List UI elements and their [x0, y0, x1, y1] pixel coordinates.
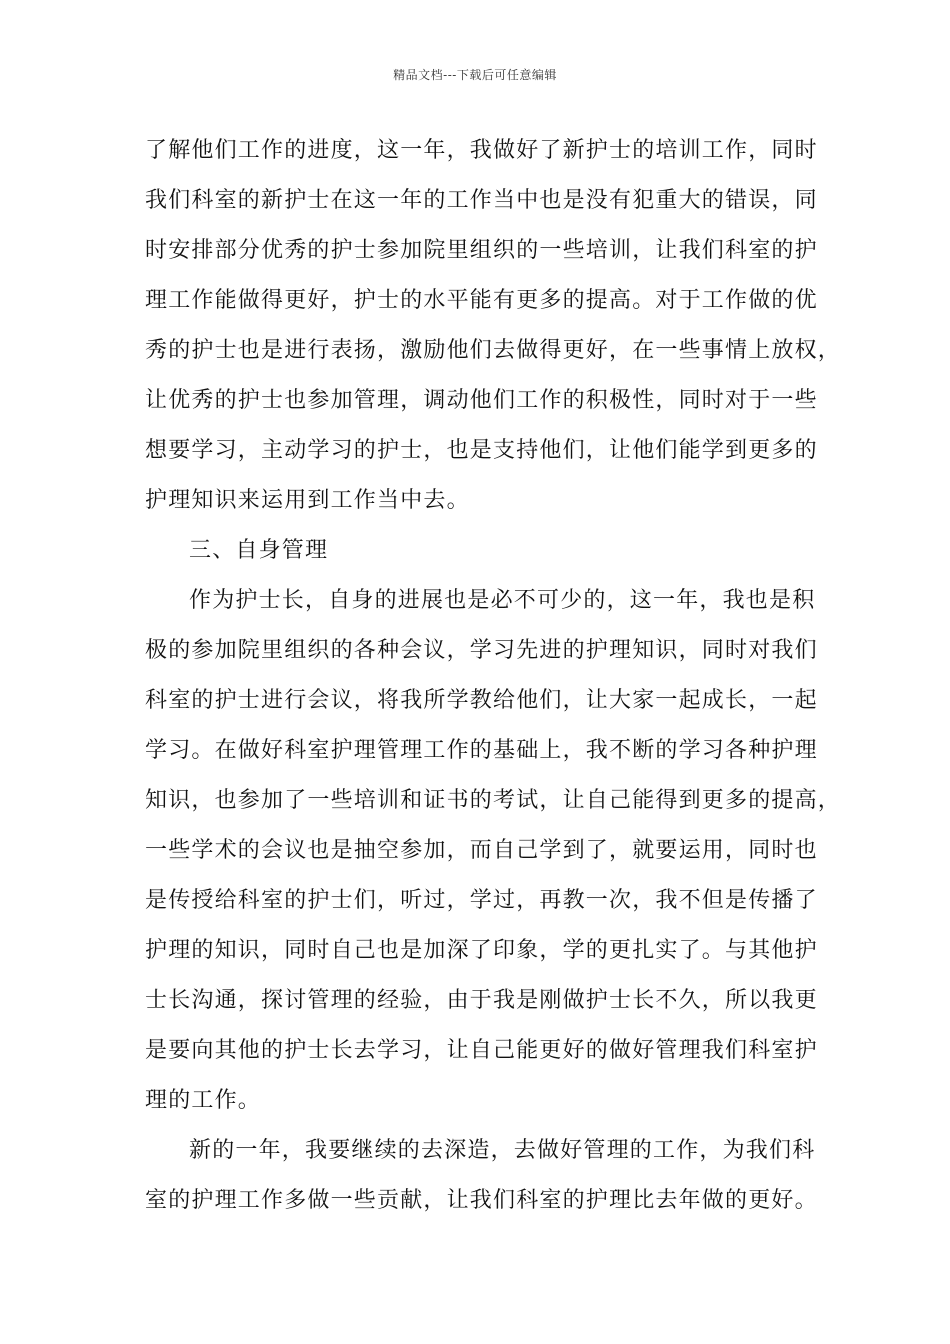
document-body	[145, 126, 842, 1226]
section-heading: 三、自身管理	[189, 538, 329, 563]
text-line: 时安排部分优秀的护士参加院里组织的一些培训，让我们科室的护	[145, 238, 818, 263]
text-line: 我们科室的新护士在这一年的工作当中也是没有犯重大的错误，同	[145, 188, 818, 213]
text-line: 想要学习，主动学习的护士，也是支持他们，让他们能学到更多的	[145, 438, 818, 463]
text-line: 护理知识来运用到工作当中去。	[145, 488, 470, 513]
text-line: 秀的护士也是进行表扬，激励他们去做得更好，在一些事情上放权，	[145, 338, 842, 363]
text-line: 作为护士长，自身的进展也是必不可少的，这一年，我也是积	[189, 588, 816, 613]
text-line: 学习。在做好科室护理管理工作的基础上，我不断的学习各种护理	[145, 738, 818, 763]
text-line: 让优秀的护士也参加管理，调动他们工作的积极性，同时对于一些	[145, 388, 818, 413]
page-header: 精品文档---下载后可任意编辑	[393, 68, 557, 82]
text-line: 一些学术的会议也是抽空参加，而自己学到了，就要运用，同时也	[145, 838, 818, 863]
text-line: 是传授给科室的护士们，听过，学过，再教一次，我不但是传播了	[145, 888, 818, 913]
text-line: 理工作能做得更好，护士的水平能有更多的提高。对于工作做的优	[145, 288, 818, 313]
text-line: 极的参加院里组织的各种会议，学习先进的护理知识，同时对我们	[145, 638, 818, 663]
text-line: 知识，也参加了一些培训和证书的考试，让自己能得到更多的提高，	[145, 788, 842, 813]
text-line: 室的护理工作多做一些贡献，让我们科室的护理比去年做的更好。	[145, 1188, 818, 1213]
text-line: 了解他们工作的进度，这一年，我做好了新护士的培训工作，同时	[145, 138, 818, 163]
text-line: 理的工作。	[145, 1088, 262, 1113]
text-line: 新的一年，我要继续的去深造，去做好管理的工作，为我们科	[189, 1138, 816, 1163]
text-line: 士长沟通，探讨管理的经验，由于我是刚做护士长不久，所以我更	[145, 988, 818, 1013]
text-line: 科室的护士进行会议，将我所学教给他们，让大家一起成长，一起	[145, 688, 818, 713]
text-line: 是要向其他的护士长去学习，让自己能更好的做好管理我们科室护	[145, 1038, 818, 1063]
text-line: 护理的知识，同时自己也是加深了印象，学的更扎实了。与其他护	[145, 938, 818, 963]
